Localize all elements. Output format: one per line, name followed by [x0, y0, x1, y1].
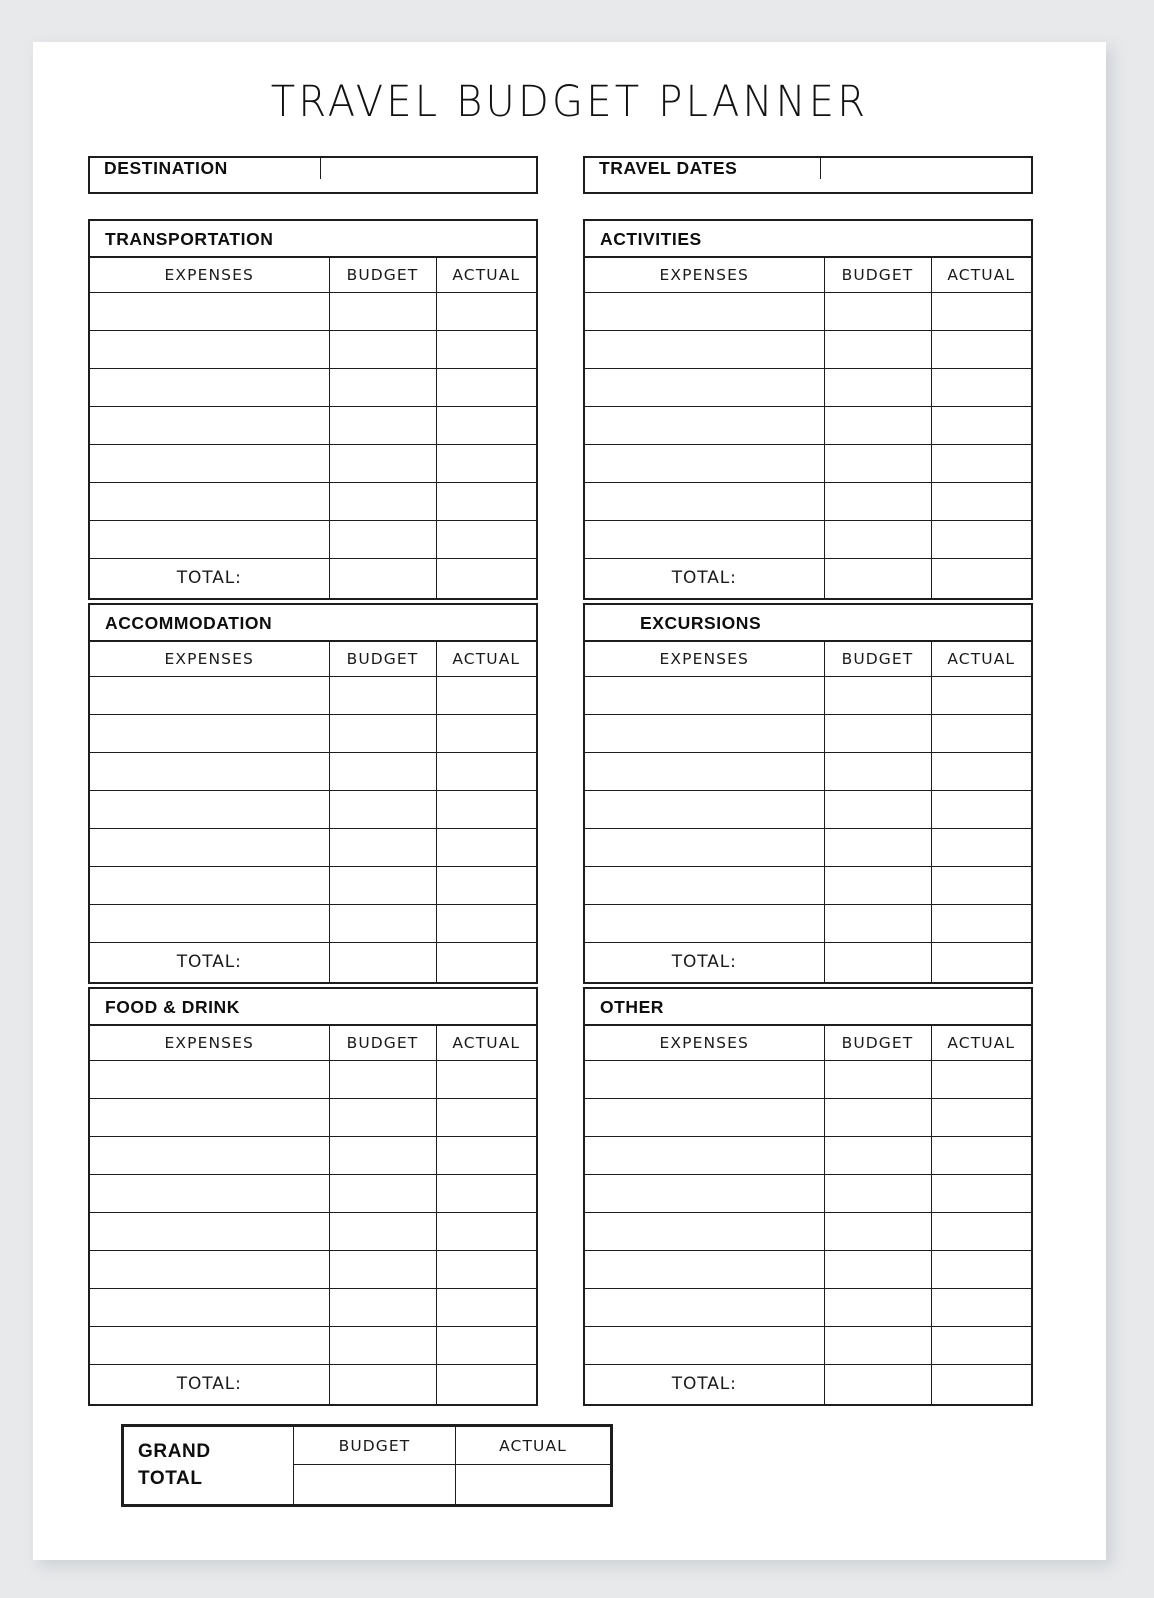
- expense-name-cell[interactable]: [90, 482, 329, 520]
- expense-row: [585, 520, 1031, 558]
- destination-label: DESTINATION: [90, 158, 320, 179]
- expense-name-cell[interactable]: [585, 330, 824, 368]
- column-header-expenses: EXPENSES: [90, 1026, 329, 1060]
- section-title: TRANSPORTATION: [90, 221, 536, 258]
- expense-actual-cell[interactable]: [931, 292, 1031, 330]
- expense-row: [90, 406, 536, 444]
- column-header-actual: ACTUAL: [436, 642, 536, 676]
- expense-row: [585, 866, 1031, 904]
- expense-budget-cell[interactable]: [824, 866, 931, 904]
- expense-row: [585, 482, 1031, 520]
- grand-total-label-line1: GRAND: [138, 1440, 211, 1462]
- expense-budget-cell[interactable]: [329, 714, 436, 752]
- expense-row: [585, 714, 1031, 752]
- expense-actual-cell[interactable]: [436, 866, 536, 904]
- column-header-row: [585, 642, 1031, 676]
- total-label: TOTAL:: [585, 558, 824, 598]
- column-header-row: [585, 1026, 1031, 1060]
- expense-budget-cell[interactable]: [329, 676, 436, 714]
- section-total-row: [585, 558, 1031, 598]
- expense-actual-cell[interactable]: [931, 752, 1031, 790]
- expense-name-cell[interactable]: [90, 790, 329, 828]
- expense-name-cell[interactable]: [585, 1136, 824, 1174]
- total-actual-cell[interactable]: [931, 558, 1031, 598]
- total-label: TOTAL:: [90, 942, 329, 982]
- expense-budget-cell[interactable]: [824, 1288, 931, 1326]
- expense-name-cell[interactable]: [585, 1098, 824, 1136]
- destination-field-box: [88, 156, 538, 194]
- travel-dates-input[interactable]: [820, 158, 1031, 179]
- expense-actual-cell[interactable]: [436, 292, 536, 330]
- expense-budget-cell[interactable]: [329, 1212, 436, 1250]
- expense-name-cell[interactable]: [585, 1212, 824, 1250]
- expense-name-cell[interactable]: [585, 482, 824, 520]
- expense-actual-cell[interactable]: [436, 444, 536, 482]
- expense-budget-cell[interactable]: [824, 752, 931, 790]
- grand-total-label: [124, 1427, 294, 1505]
- expense-budget-cell[interactable]: [329, 444, 436, 482]
- section-excursions: [583, 603, 1033, 984]
- expense-row: [585, 444, 1031, 482]
- expense-name-cell[interactable]: [585, 866, 824, 904]
- expense-name-cell[interactable]: [90, 1250, 329, 1288]
- expense-row: [90, 1326, 536, 1364]
- expense-budget-cell[interactable]: [824, 1136, 931, 1174]
- expense-name-cell[interactable]: [585, 790, 824, 828]
- column-header-expenses: EXPENSES: [585, 642, 824, 676]
- expense-budget-cell[interactable]: [824, 1250, 931, 1288]
- column-header-budget: BUDGET: [824, 1026, 931, 1060]
- expense-budget-cell[interactable]: [824, 482, 931, 520]
- expense-name-cell[interactable]: [90, 904, 329, 942]
- section-total-row: [90, 942, 536, 982]
- expense-name-cell[interactable]: [585, 904, 824, 942]
- total-budget-cell[interactable]: [824, 558, 931, 598]
- expense-name-cell[interactable]: [585, 1060, 824, 1098]
- expense-name-cell[interactable]: [90, 1288, 329, 1326]
- expense-budget-cell[interactable]: [329, 406, 436, 444]
- expense-row: [585, 292, 1031, 330]
- expense-name-cell[interactable]: [90, 368, 329, 406]
- expense-row: [90, 714, 536, 752]
- expense-actual-cell[interactable]: [931, 1136, 1031, 1174]
- expense-actual-cell[interactable]: [931, 444, 1031, 482]
- expense-row: [90, 1060, 536, 1098]
- expense-actual-cell[interactable]: [436, 1250, 536, 1288]
- expense-actual-cell[interactable]: [436, 406, 536, 444]
- expense-budget-cell[interactable]: [824, 1060, 931, 1098]
- expense-name-cell[interactable]: [90, 444, 329, 482]
- expense-budget-cell[interactable]: [824, 368, 931, 406]
- total-budget-cell[interactable]: [329, 1364, 436, 1404]
- section-activities: [583, 219, 1033, 600]
- section-total-row: [90, 558, 536, 598]
- column-header-expenses: EXPENSES: [90, 642, 329, 676]
- expense-actual-cell[interactable]: [931, 406, 1031, 444]
- expense-name-cell[interactable]: [585, 1326, 824, 1364]
- expense-row: [90, 482, 536, 520]
- column-header-expenses: EXPENSES: [585, 258, 824, 292]
- expense-budget-cell[interactable]: [329, 1098, 436, 1136]
- column-header-budget: BUDGET: [329, 258, 436, 292]
- expense-name-cell[interactable]: [90, 752, 329, 790]
- section-transportation: [88, 219, 538, 600]
- expense-row: [585, 1326, 1031, 1364]
- total-actual-cell[interactable]: [436, 942, 536, 982]
- section-title: FOOD & DRINK: [90, 989, 536, 1026]
- expense-budget-cell[interactable]: [329, 752, 436, 790]
- expense-actual-cell[interactable]: [931, 1212, 1031, 1250]
- expense-name-cell[interactable]: [585, 292, 824, 330]
- section-total-row: [585, 942, 1031, 982]
- expense-actual-cell[interactable]: [436, 676, 536, 714]
- expense-budget-cell[interactable]: [329, 1250, 436, 1288]
- total-budget-cell[interactable]: [329, 942, 436, 982]
- column-header-row: [90, 258, 536, 292]
- expense-budget-cell[interactable]: [329, 330, 436, 368]
- expense-actual-cell[interactable]: [436, 790, 536, 828]
- column-header-budget: BUDGET: [824, 642, 931, 676]
- expense-actual-cell[interactable]: [436, 330, 536, 368]
- grand-total-actual-cell[interactable]: [456, 1465, 611, 1505]
- column-header-budget: BUDGET: [329, 642, 436, 676]
- expense-row: [90, 1250, 536, 1288]
- expense-name-cell[interactable]: [585, 368, 824, 406]
- expense-actual-cell[interactable]: [931, 520, 1031, 558]
- total-label: TOTAL:: [585, 1364, 824, 1404]
- expense-row: [90, 520, 536, 558]
- expense-actual-cell[interactable]: [931, 368, 1031, 406]
- total-label: TOTAL:: [585, 942, 824, 982]
- expense-actual-cell[interactable]: [436, 520, 536, 558]
- destination-input[interactable]: [320, 158, 536, 179]
- expense-name-cell[interactable]: [90, 1136, 329, 1174]
- expense-budget-cell[interactable]: [824, 520, 931, 558]
- grand-total-budget-header: BUDGET: [294, 1427, 456, 1465]
- expense-actual-cell[interactable]: [436, 482, 536, 520]
- section-title: ACTIVITIES: [585, 221, 1031, 258]
- expense-actual-cell[interactable]: [931, 1174, 1031, 1212]
- expense-budget-cell[interactable]: [329, 828, 436, 866]
- expense-actual-cell[interactable]: [436, 714, 536, 752]
- column-header-actual: ACTUAL: [436, 258, 536, 292]
- planner-page: [33, 42, 1106, 1560]
- expense-actual-cell[interactable]: [931, 1060, 1031, 1098]
- expense-name-cell[interactable]: [585, 444, 824, 482]
- expense-row: [585, 1250, 1031, 1288]
- expense-budget-cell[interactable]: [329, 292, 436, 330]
- column-header-expenses: EXPENSES: [585, 1026, 824, 1060]
- grand-total-label-line2: TOTAL: [138, 1467, 203, 1489]
- expense-actual-cell[interactable]: [931, 676, 1031, 714]
- total-label: TOTAL:: [90, 558, 329, 598]
- expense-name-cell[interactable]: [585, 520, 824, 558]
- column-header-row: [585, 258, 1031, 292]
- expense-name-cell[interactable]: [90, 866, 329, 904]
- expense-actual-cell[interactable]: [436, 1098, 536, 1136]
- expense-actual-cell[interactable]: [931, 482, 1031, 520]
- total-actual-cell[interactable]: [436, 1364, 536, 1404]
- expense-actual-cell[interactable]: [931, 1250, 1031, 1288]
- expense-actual-cell[interactable]: [436, 752, 536, 790]
- expense-row: [585, 1174, 1031, 1212]
- expense-actual-cell[interactable]: [436, 1326, 536, 1364]
- expense-name-cell[interactable]: [90, 676, 329, 714]
- section-other: [583, 987, 1033, 1406]
- expense-name-cell[interactable]: [585, 714, 824, 752]
- expense-actual-cell[interactable]: [931, 1288, 1031, 1326]
- expense-actual-cell[interactable]: [931, 330, 1031, 368]
- expense-row: [90, 292, 536, 330]
- expense-budget-cell[interactable]: [329, 1136, 436, 1174]
- expense-row: [585, 1136, 1031, 1174]
- expense-row: [90, 904, 536, 942]
- section-title: ACCOMMODATION: [90, 605, 536, 642]
- expense-row: [90, 1288, 536, 1326]
- expense-name-cell[interactable]: [585, 1288, 824, 1326]
- expense-row: [585, 1060, 1031, 1098]
- expense-budget-cell[interactable]: [329, 790, 436, 828]
- expense-name-cell[interactable]: [585, 828, 824, 866]
- expense-name-cell[interactable]: [90, 1212, 329, 1250]
- travel-dates-field-box: [583, 156, 1033, 194]
- expense-budget-cell[interactable]: [824, 790, 931, 828]
- expense-budget-cell[interactable]: [824, 1098, 931, 1136]
- expense-budget-cell[interactable]: [329, 866, 436, 904]
- expense-actual-cell[interactable]: [436, 1174, 536, 1212]
- expense-name-cell[interactable]: [90, 1326, 329, 1364]
- expense-actual-cell[interactable]: [436, 368, 536, 406]
- grand-total-actual-header: ACTUAL: [456, 1427, 611, 1465]
- expense-actual-cell[interactable]: [931, 904, 1031, 942]
- expense-name-cell[interactable]: [90, 714, 329, 752]
- expense-name-cell[interactable]: [90, 330, 329, 368]
- travel-dates-label: TRAVEL DATES: [585, 158, 820, 179]
- page-title: TRAVEL BUDGET PLANNER: [270, 78, 869, 127]
- expense-budget-cell[interactable]: [824, 676, 931, 714]
- expense-name-cell[interactable]: [90, 406, 329, 444]
- expense-actual-cell[interactable]: [436, 1212, 536, 1250]
- expense-budget-cell[interactable]: [824, 1326, 931, 1364]
- column-header-actual: ACTUAL: [931, 1026, 1031, 1060]
- total-budget-cell[interactable]: [824, 942, 931, 982]
- expense-name-cell[interactable]: [90, 1060, 329, 1098]
- expense-row: [585, 406, 1031, 444]
- expense-row: [585, 752, 1031, 790]
- section-accommodation: [88, 603, 538, 984]
- expense-budget-cell[interactable]: [824, 828, 931, 866]
- column-header-expenses: EXPENSES: [90, 258, 329, 292]
- expense-budget-cell[interactable]: [824, 406, 931, 444]
- grand-total-box: [121, 1424, 613, 1507]
- expense-row: [90, 1136, 536, 1174]
- expense-actual-cell[interactable]: [931, 790, 1031, 828]
- section-title: OTHER: [585, 989, 1031, 1026]
- expense-budget-cell[interactable]: [824, 1212, 931, 1250]
- expense-row: [90, 676, 536, 714]
- expense-row: [90, 1212, 536, 1250]
- expense-row: [585, 676, 1031, 714]
- expense-row: [90, 790, 536, 828]
- expense-budget-cell[interactable]: [824, 292, 931, 330]
- total-actual-cell[interactable]: [436, 558, 536, 598]
- total-actual-cell[interactable]: [931, 942, 1031, 982]
- expense-row: [90, 752, 536, 790]
- column-header-actual: ACTUAL: [931, 258, 1031, 292]
- total-budget-cell[interactable]: [824, 1364, 931, 1404]
- section-total-row: [585, 1364, 1031, 1404]
- expense-actual-cell[interactable]: [436, 904, 536, 942]
- expense-name-cell[interactable]: [90, 1098, 329, 1136]
- expense-name-cell[interactable]: [90, 520, 329, 558]
- expense-budget-cell[interactable]: [329, 368, 436, 406]
- expense-budget-cell[interactable]: [329, 1288, 436, 1326]
- expense-actual-cell[interactable]: [931, 714, 1031, 752]
- column-header-budget: BUDGET: [824, 258, 931, 292]
- expense-budget-cell[interactable]: [329, 1060, 436, 1098]
- column-header-actual: ACTUAL: [436, 1026, 536, 1060]
- expense-budget-cell[interactable]: [824, 1174, 931, 1212]
- total-label: TOTAL:: [90, 1364, 329, 1404]
- section-total-row: [90, 1364, 536, 1404]
- expense-row: [90, 368, 536, 406]
- expense-row: [585, 1288, 1031, 1326]
- expense-name-cell[interactable]: [90, 1174, 329, 1212]
- expense-row: [90, 1098, 536, 1136]
- expense-name-cell[interactable]: [585, 1174, 824, 1212]
- column-header-budget: BUDGET: [329, 1026, 436, 1060]
- expense-budget-cell[interactable]: [824, 904, 931, 942]
- expense-row: [585, 1098, 1031, 1136]
- expense-actual-cell[interactable]: [931, 866, 1031, 904]
- grand-total-budget-cell[interactable]: [294, 1465, 456, 1505]
- expense-name-cell[interactable]: [90, 828, 329, 866]
- expense-actual-cell[interactable]: [931, 1098, 1031, 1136]
- expense-row: [90, 1174, 536, 1212]
- column-header-row: [90, 1026, 536, 1060]
- expense-row: [585, 368, 1031, 406]
- expense-budget-cell[interactable]: [329, 482, 436, 520]
- expense-row: [90, 444, 536, 482]
- section-title: EXCURSIONS: [585, 605, 1031, 642]
- expense-budget-cell[interactable]: [329, 520, 436, 558]
- expense-budget-cell[interactable]: [824, 714, 931, 752]
- section-food-and-drink: [88, 987, 538, 1406]
- expense-actual-cell[interactable]: [436, 1060, 536, 1098]
- expense-row: [585, 1212, 1031, 1250]
- total-actual-cell[interactable]: [931, 1364, 1031, 1404]
- expense-row: [585, 790, 1031, 828]
- expense-name-cell[interactable]: [90, 292, 329, 330]
- expense-name-cell[interactable]: [585, 676, 824, 714]
- expense-actual-cell[interactable]: [931, 1326, 1031, 1364]
- expense-budget-cell[interactable]: [824, 330, 931, 368]
- expense-row: [90, 330, 536, 368]
- expense-budget-cell[interactable]: [329, 1326, 436, 1364]
- column-header-actual: ACTUAL: [931, 642, 1031, 676]
- total-budget-cell[interactable]: [329, 558, 436, 598]
- expense-actual-cell[interactable]: [931, 828, 1031, 866]
- expense-name-cell[interactable]: [585, 752, 824, 790]
- expense-budget-cell[interactable]: [824, 444, 931, 482]
- expense-row: [585, 330, 1031, 368]
- expense-actual-cell[interactable]: [436, 1288, 536, 1326]
- expense-budget-cell[interactable]: [329, 1174, 436, 1212]
- column-header-row: [90, 642, 536, 676]
- expense-budget-cell[interactable]: [329, 904, 436, 942]
- expense-actual-cell[interactable]: [436, 1136, 536, 1174]
- expense-row: [585, 828, 1031, 866]
- expense-name-cell[interactable]: [585, 406, 824, 444]
- expense-row: [90, 866, 536, 904]
- expense-name-cell[interactable]: [585, 1250, 824, 1288]
- expense-row: [585, 904, 1031, 942]
- expense-row: [90, 828, 536, 866]
- expense-actual-cell[interactable]: [436, 828, 536, 866]
